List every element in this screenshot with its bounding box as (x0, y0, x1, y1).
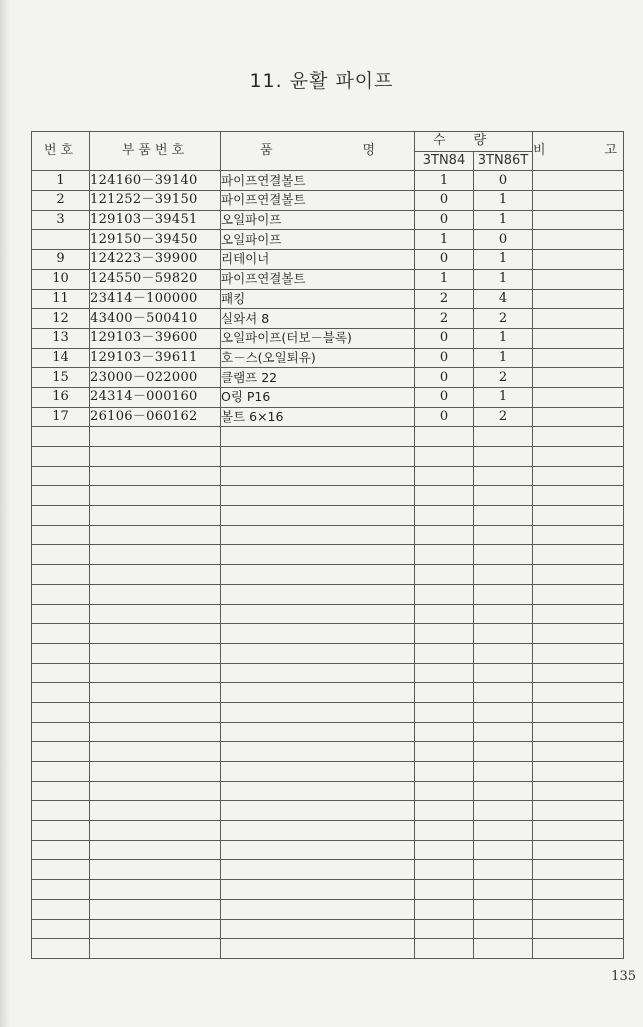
empty-table-row (32, 683, 624, 703)
row-qty-3tn86t (474, 565, 533, 585)
row-part-number (90, 447, 221, 467)
row-remarks (533, 447, 624, 467)
row-part-name (221, 742, 415, 762)
row-number (32, 624, 90, 644)
row-remarks (533, 269, 624, 289)
row-part-number: 129103－39611 (90, 348, 221, 368)
row-qty-3tn84 (415, 919, 474, 939)
row-number: 2 (32, 191, 90, 211)
row-qty-3tn84: 1 (415, 269, 474, 289)
row-part-name (221, 604, 415, 624)
table-row (32, 368, 624, 388)
row-part-number (90, 604, 221, 624)
row-qty-3tn84: 0 (415, 368, 474, 388)
row-part-name (221, 466, 415, 486)
empty-table-row (32, 545, 624, 565)
row-qty-3tn84 (415, 840, 474, 860)
row-qty-3tn84 (415, 427, 474, 447)
row-qty-3tn86t (474, 447, 533, 467)
empty-table-row (32, 919, 624, 939)
row-part-name (221, 506, 415, 526)
row-part-name (221, 447, 415, 467)
row-remarks (533, 191, 624, 211)
row-part-number (90, 427, 221, 447)
row-part-number (90, 525, 221, 545)
row-remarks (533, 486, 624, 506)
row-part-number (90, 742, 221, 762)
row-part-number: 129103－39600 (90, 328, 221, 348)
row-qty-3tn86t (474, 466, 533, 486)
row-qty-3tn84: 1 (415, 171, 474, 191)
header-quantity: 수량 (415, 132, 533, 152)
row-part-number (90, 506, 221, 526)
row-number (32, 762, 90, 782)
row-number (32, 742, 90, 762)
empty-table-row (32, 466, 624, 486)
row-qty-3tn86t: 2 (474, 368, 533, 388)
row-part-name: 패킹 (221, 289, 415, 309)
row-part-name: 클램프 22 (221, 368, 415, 388)
table-row (32, 289, 624, 309)
row-part-number: 24314－000160 (90, 387, 221, 407)
parts-table (31, 131, 624, 959)
empty-table-row (32, 722, 624, 742)
row-qty-3tn86t (474, 821, 533, 841)
row-part-name (221, 683, 415, 703)
row-qty-3tn84: 0 (415, 210, 474, 230)
row-remarks (533, 466, 624, 486)
row-qty-3tn84 (415, 584, 474, 604)
row-part-number (90, 860, 221, 880)
header-model-3tn84: 3TN84 (415, 151, 474, 171)
row-qty-3tn86t (474, 722, 533, 742)
row-qty-3tn84 (415, 624, 474, 644)
row-qty-3tn86t (474, 840, 533, 860)
row-qty-3tn86t: 2 (474, 407, 533, 427)
row-part-name: 실와셔 8 (221, 309, 415, 329)
row-qty-3tn84 (415, 821, 474, 841)
row-remarks (533, 368, 624, 388)
row-qty-3tn84 (415, 486, 474, 506)
table-row (32, 210, 624, 230)
row-qty-3tn86t: 1 (474, 387, 533, 407)
empty-table-row (32, 525, 624, 545)
empty-table-row (32, 742, 624, 762)
empty-table-row (32, 899, 624, 919)
parts-table-body (32, 171, 624, 959)
row-part-number (90, 466, 221, 486)
row-part-number (90, 545, 221, 565)
empty-table-row (32, 584, 624, 604)
row-number (32, 821, 90, 841)
row-remarks (533, 860, 624, 880)
row-number: 3 (32, 210, 90, 230)
row-remarks (533, 702, 624, 722)
row-part-name (221, 702, 415, 722)
row-number: 15 (32, 368, 90, 388)
row-part-name: 볼트 6×16 (221, 407, 415, 427)
row-qty-3tn86t (474, 860, 533, 880)
row-remarks (533, 919, 624, 939)
row-part-name: 오일파이프(터보－블록) (221, 328, 415, 348)
row-number (32, 427, 90, 447)
row-qty-3tn84 (415, 702, 474, 722)
row-remarks (533, 762, 624, 782)
header-remarks-right: 고 (604, 143, 617, 159)
row-remarks (533, 624, 624, 644)
row-part-number: 124550－59820 (90, 269, 221, 289)
empty-table-row (32, 840, 624, 860)
row-qty-3tn86t (474, 880, 533, 900)
row-number: 11 (32, 289, 90, 309)
row-remarks (533, 899, 624, 919)
row-part-number (90, 762, 221, 782)
row-qty-3tn84 (415, 447, 474, 467)
row-qty-3tn86t (474, 604, 533, 624)
header-remarks (533, 132, 624, 171)
row-part-name (221, 643, 415, 663)
row-remarks (533, 742, 624, 762)
row-part-number (90, 486, 221, 506)
row-number (32, 801, 90, 821)
row-remarks (533, 525, 624, 545)
row-part-name: 호－스(오일퇴유) (221, 348, 415, 368)
row-remarks (533, 781, 624, 801)
row-part-number: 26106－060162 (90, 407, 221, 427)
row-part-number (90, 781, 221, 801)
row-qty-3tn86t: 2 (474, 309, 533, 329)
row-qty-3tn86t (474, 486, 533, 506)
row-remarks (533, 230, 624, 250)
row-qty-3tn84 (415, 643, 474, 663)
row-part-number: 23000－022000 (90, 368, 221, 388)
empty-table-row (32, 624, 624, 644)
row-remarks (533, 663, 624, 683)
row-part-name: 오일파이프 (221, 210, 415, 230)
row-number: 9 (32, 250, 90, 270)
table-row (32, 309, 624, 329)
row-part-name (221, 525, 415, 545)
row-qty-3tn86t (474, 683, 533, 703)
row-qty-3tn84 (415, 762, 474, 782)
row-part-number: 43400－500410 (90, 309, 221, 329)
row-remarks (533, 821, 624, 841)
row-number (32, 860, 90, 880)
row-part-number: 124223－39900 (90, 250, 221, 270)
header-part-name (221, 132, 415, 171)
row-qty-3tn86t: 1 (474, 348, 533, 368)
table-row (32, 407, 624, 427)
table-row (32, 250, 624, 270)
row-number (32, 486, 90, 506)
row-qty-3tn84 (415, 466, 474, 486)
row-part-number (90, 821, 221, 841)
row-qty-3tn86t (474, 801, 533, 821)
row-part-number (90, 683, 221, 703)
row-part-number: 23414－100000 (90, 289, 221, 309)
row-number (32, 840, 90, 860)
row-part-number (90, 624, 221, 644)
row-qty-3tn86t: 1 (474, 250, 533, 270)
row-part-number (90, 899, 221, 919)
row-qty-3tn84: 0 (415, 250, 474, 270)
row-number: 13 (32, 328, 90, 348)
row-qty-3tn84: 0 (415, 348, 474, 368)
row-number (32, 447, 90, 467)
row-qty-3tn84 (415, 781, 474, 801)
header-part-name-right: 명 (362, 143, 376, 159)
empty-table-row (32, 880, 624, 900)
row-qty-3tn84 (415, 722, 474, 742)
row-part-number (90, 702, 221, 722)
row-number (32, 525, 90, 545)
row-remarks (533, 289, 624, 309)
row-qty-3tn86t (474, 624, 533, 644)
row-qty-3tn86t: 0 (474, 230, 533, 250)
row-qty-3tn84: 0 (415, 328, 474, 348)
row-part-name: 파이프연결볼트 (221, 191, 415, 211)
row-qty-3tn86t: 1 (474, 269, 533, 289)
empty-table-row (32, 447, 624, 467)
row-part-name: 파이프연결볼트 (221, 269, 415, 289)
empty-table-row (32, 565, 624, 585)
row-qty-3tn86t (474, 919, 533, 939)
row-qty-3tn84 (415, 525, 474, 545)
row-part-name (221, 880, 415, 900)
row-number (32, 506, 90, 526)
header-remarks-left: 비 (533, 143, 546, 159)
empty-table-row (32, 486, 624, 506)
row-qty-3tn86t (474, 525, 533, 545)
row-part-name (221, 565, 415, 585)
row-part-number: 129150－39450 (90, 230, 221, 250)
row-number (32, 604, 90, 624)
row-part-number (90, 801, 221, 821)
empty-table-row (32, 801, 624, 821)
row-qty-3tn84: 1 (415, 230, 474, 250)
row-qty-3tn86t (474, 939, 533, 959)
table-row (32, 328, 624, 348)
page-title: 11. 윤활 파이프 (249, 70, 394, 92)
row-part-name (221, 486, 415, 506)
row-number: 14 (32, 348, 90, 368)
row-qty-3tn84 (415, 683, 474, 703)
row-part-name: 리테이너 (221, 250, 415, 270)
row-part-name (221, 722, 415, 742)
row-remarks (533, 250, 624, 270)
row-part-number (90, 663, 221, 683)
row-number (32, 781, 90, 801)
row-number (32, 939, 90, 959)
row-qty-3tn84 (415, 899, 474, 919)
row-part-name (221, 624, 415, 644)
row-number (32, 663, 90, 683)
row-remarks (533, 880, 624, 900)
row-part-number: 121252－39150 (90, 191, 221, 211)
row-part-name (221, 427, 415, 447)
row-qty-3tn84: 0 (415, 387, 474, 407)
row-part-name: 파이프연결볼트 (221, 171, 415, 191)
row-qty-3tn86t (474, 742, 533, 762)
row-remarks (533, 309, 624, 329)
row-qty-3tn84: 2 (415, 309, 474, 329)
row-number (32, 722, 90, 742)
empty-table-row (32, 762, 624, 782)
row-qty-3tn86t (474, 427, 533, 447)
empty-table-row (32, 702, 624, 722)
row-qty-3tn84 (415, 801, 474, 821)
row-qty-3tn86t (474, 584, 533, 604)
row-number (32, 565, 90, 585)
row-remarks (533, 801, 624, 821)
row-part-name (221, 584, 415, 604)
row-remarks (533, 210, 624, 230)
row-part-number (90, 939, 221, 959)
row-qty-3tn86t: 4 (474, 289, 533, 309)
row-number (32, 919, 90, 939)
table-row (32, 171, 624, 191)
table-row (32, 387, 624, 407)
empty-table-row (32, 939, 624, 959)
row-qty-3tn84: 0 (415, 407, 474, 427)
empty-table-row (32, 604, 624, 624)
row-qty-3tn86t (474, 899, 533, 919)
row-part-number: 129103－39451 (90, 210, 221, 230)
empty-table-row (32, 643, 624, 663)
row-qty-3tn84 (415, 565, 474, 585)
row-remarks (533, 545, 624, 565)
row-remarks (533, 407, 624, 427)
table-row (32, 269, 624, 289)
row-qty-3tn86t: 0 (474, 171, 533, 191)
row-remarks (533, 840, 624, 860)
empty-table-row (32, 506, 624, 526)
row-remarks (533, 328, 624, 348)
row-remarks (533, 683, 624, 703)
table-row (32, 348, 624, 368)
row-qty-3tn84 (415, 545, 474, 565)
row-part-name (221, 860, 415, 880)
row-part-number: 124160－39140 (90, 171, 221, 191)
empty-table-row (32, 860, 624, 880)
row-number (32, 230, 90, 250)
row-number: 16 (32, 387, 90, 407)
row-qty-3tn86t (474, 643, 533, 663)
row-qty-3tn84 (415, 939, 474, 959)
row-part-name (221, 899, 415, 919)
row-qty-3tn84 (415, 506, 474, 526)
row-part-name (221, 781, 415, 801)
row-part-number (90, 643, 221, 663)
row-qty-3tn84 (415, 880, 474, 900)
empty-table-row (32, 821, 624, 841)
page-binding-shadow (0, 0, 10, 1027)
row-number (32, 643, 90, 663)
row-remarks (533, 565, 624, 585)
row-number (32, 545, 90, 565)
header-part-name-left: 품 (259, 143, 273, 159)
row-qty-3tn84: 0 (415, 191, 474, 211)
row-part-number (90, 840, 221, 860)
row-qty-3tn86t (474, 762, 533, 782)
header-number: 번호 (32, 132, 90, 171)
row-qty-3tn86t (474, 506, 533, 526)
row-qty-3tn84 (415, 663, 474, 683)
table-row (32, 230, 624, 250)
row-number (32, 584, 90, 604)
row-number (32, 880, 90, 900)
row-part-number (90, 722, 221, 742)
row-part-name (221, 919, 415, 939)
row-part-name (221, 821, 415, 841)
table-row (32, 191, 624, 211)
row-qty-3tn86t: 1 (474, 328, 533, 348)
row-part-name (221, 663, 415, 683)
row-qty-3tn84 (415, 742, 474, 762)
row-number (32, 899, 90, 919)
row-part-number (90, 565, 221, 585)
row-qty-3tn86t (474, 781, 533, 801)
row-remarks (533, 387, 624, 407)
row-part-name (221, 939, 415, 959)
row-remarks (533, 348, 624, 368)
row-part-number (90, 919, 221, 939)
row-number: 12 (32, 309, 90, 329)
row-qty-3tn84: 2 (415, 289, 474, 309)
row-part-name (221, 545, 415, 565)
row-part-number (90, 584, 221, 604)
row-remarks (533, 722, 624, 742)
row-number: 1 (32, 171, 90, 191)
row-remarks (533, 643, 624, 663)
row-number (32, 683, 90, 703)
page-number: 135 (611, 969, 636, 984)
row-remarks (533, 506, 624, 526)
row-qty-3tn84 (415, 860, 474, 880)
row-qty-3tn86t: 1 (474, 191, 533, 211)
row-part-name (221, 801, 415, 821)
row-remarks (533, 427, 624, 447)
row-qty-3tn84 (415, 604, 474, 624)
row-remarks (533, 584, 624, 604)
row-qty-3tn86t (474, 663, 533, 683)
header-part-number: 부품번호 (90, 132, 221, 171)
row-qty-3tn86t: 1 (474, 210, 533, 230)
row-qty-3tn86t (474, 702, 533, 722)
header-model-3tn86t: 3TN86T (474, 151, 533, 171)
row-remarks (533, 604, 624, 624)
empty-table-row (32, 781, 624, 801)
empty-table-row (32, 427, 624, 447)
row-part-name (221, 840, 415, 860)
row-part-name: O링 P16 (221, 387, 415, 407)
row-number (32, 466, 90, 486)
row-number: 17 (32, 407, 90, 427)
row-part-name: 오일파이프 (221, 230, 415, 250)
row-part-name (221, 762, 415, 782)
row-remarks (533, 939, 624, 959)
empty-table-row (32, 663, 624, 683)
row-remarks (533, 171, 624, 191)
row-number (32, 702, 90, 722)
row-number: 10 (32, 269, 90, 289)
row-part-number (90, 880, 221, 900)
row-qty-3tn86t (474, 545, 533, 565)
